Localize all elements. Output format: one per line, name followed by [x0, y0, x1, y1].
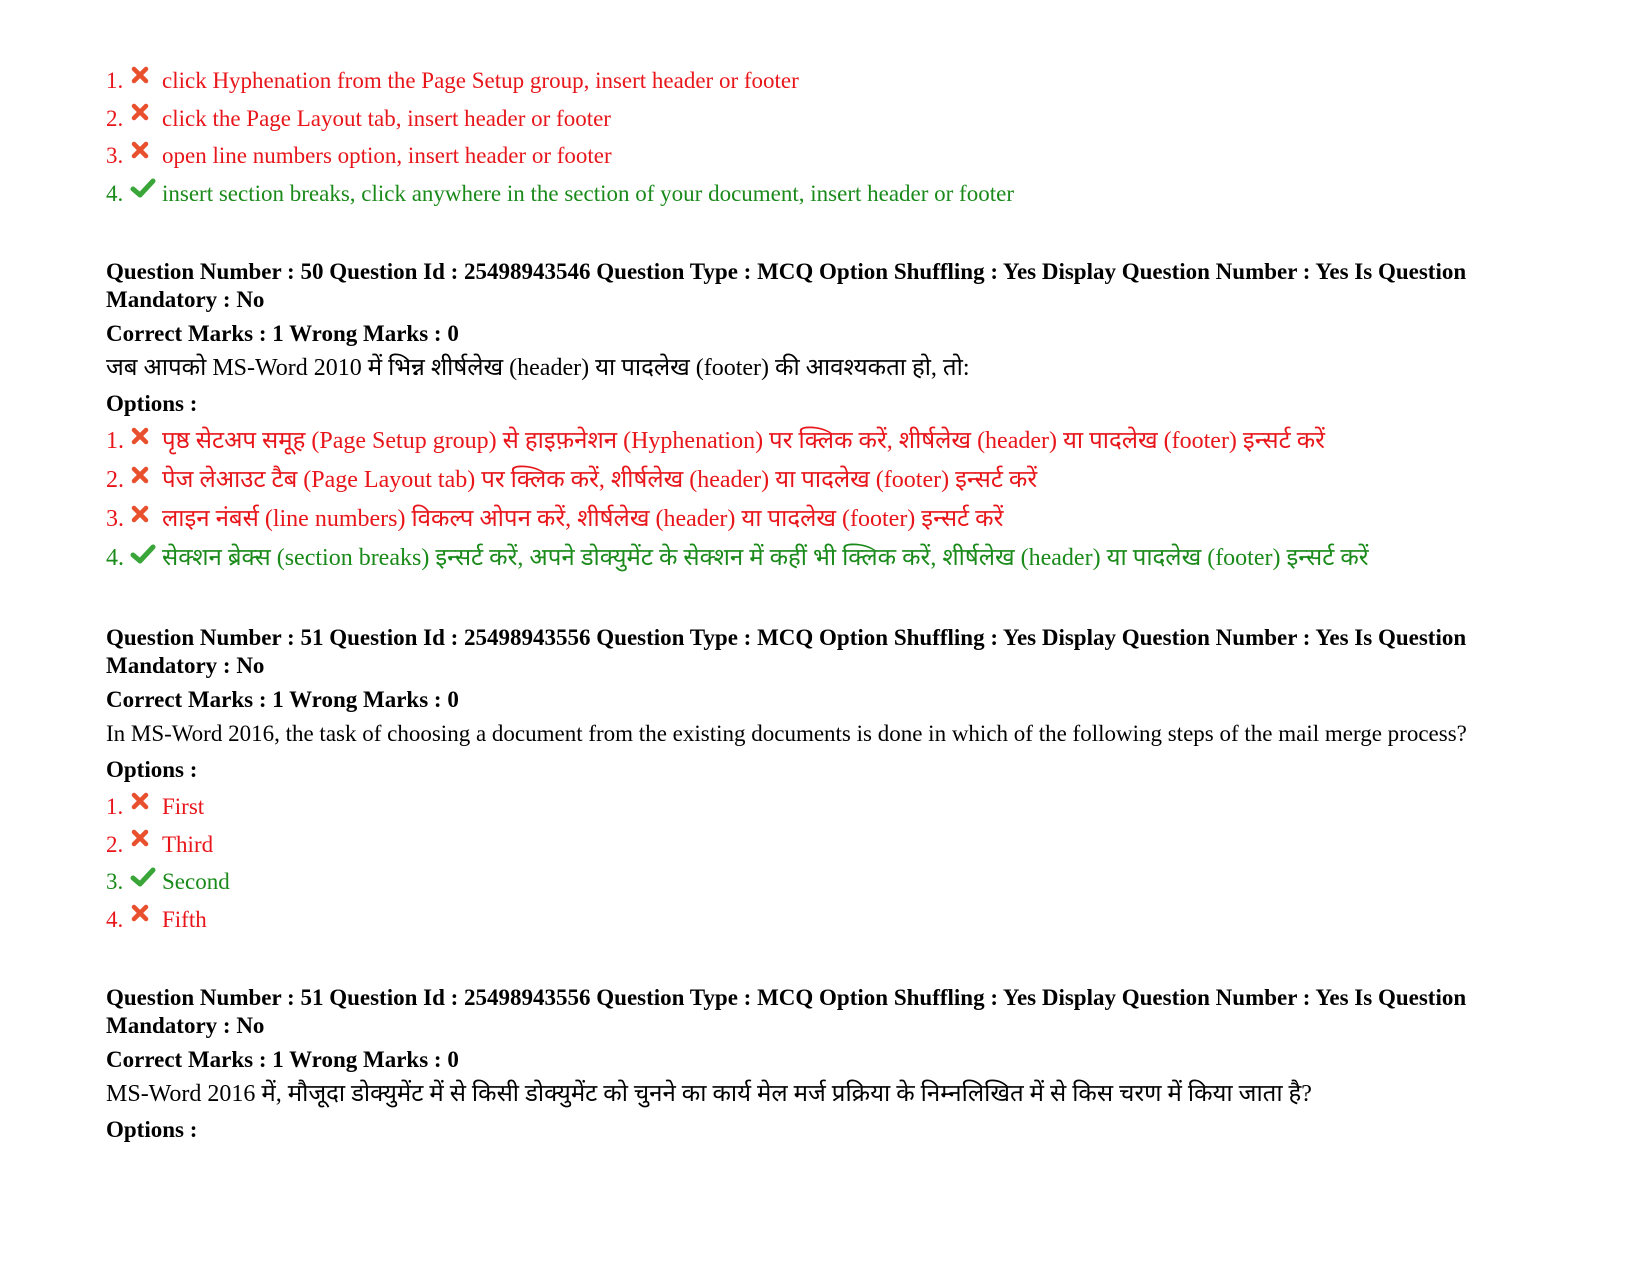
question-marks: Correct Marks : 1 Wrong Marks : 0 — [106, 321, 459, 346]
option-row — [106, 62, 1526, 100]
cross-icon — [130, 140, 162, 164]
option-row — [106, 137, 1526, 175]
option-number: 4. — [106, 545, 124, 571]
option-text: click Hyphenation from the Page Setup group, insert header or footer — [162, 68, 799, 93]
previous-options-list — [106, 62, 1526, 212]
question-meta: Question Number : 50 Question Id : 25498943546 Question Type : MCQ Option Shuffling : Yes Display Question Number : Yes Is Question Mandatory : No — [106, 259, 1467, 312]
option-row — [106, 826, 1526, 864]
option-row — [106, 500, 1526, 539]
check-icon — [130, 543, 162, 567]
option-row — [106, 175, 1526, 213]
options-label: Options : — [106, 757, 198, 782]
option-text: पृष्ठ सेटअप समूह (Page Setup group) से हाइफ़नेशन (Hyphenation) पर क्लिक करें, शीर्षलेख (header) या पादलेख (footer) इन्सर्ट करें — [162, 428, 1326, 454]
option-text: open line numbers option, insert header or footer — [162, 143, 612, 168]
question-block — [106, 624, 1526, 938]
question-marks: Correct Marks : 1 Wrong Marks : 0 — [106, 1047, 459, 1072]
cross-icon — [130, 65, 162, 89]
option-text: सेक्शन ब्रेक्स (section breaks) इन्सर्ट करें, अपने डोक्युमेंट के सेक्शन में कहीं भी क्लिक करें, शीर्षलेख (header) या पादलेख (footer) इन्सर्ट करें — [162, 545, 1369, 571]
option-row — [106, 863, 1526, 901]
option-number: 3. — [106, 869, 124, 894]
option-row — [106, 100, 1526, 138]
option-row — [106, 422, 1526, 461]
question-text: In MS-Word 2016, the task of choosing a document from the existing documents is done in which of the following steps of the mail merge process? — [106, 721, 1467, 746]
option-row — [106, 788, 1526, 826]
option-text: insert section breaks, click anywhere in the section of your document, insert header or footer — [162, 180, 1014, 206]
option-text: Second — [162, 869, 230, 894]
option-text: पेज लेआउट टैब (Page Layout tab) पर क्लिक करें, शीर्षलेख (header) या पादलेख (footer) इन्सर्ट करें — [162, 467, 1038, 493]
option-text: First — [162, 794, 205, 819]
option-number: 2. — [106, 467, 124, 493]
question-text: जब आपको MS-Word 2010 में भिन्न शीर्षलेख (header) या पादलेख (footer) की आवश्यकता हो, तो: — [106, 355, 970, 381]
option-number: 2. — [106, 831, 124, 857]
option-number: 4. — [106, 180, 124, 206]
question-marks: Correct Marks : 1 Wrong Marks : 0 — [106, 687, 459, 712]
option-number: 1. — [106, 428, 124, 454]
question-block — [106, 984, 1526, 1144]
cross-icon — [130, 426, 162, 450]
question-meta: Question Number : 51 Question Id : 25498943556 Question Type : MCQ Option Shuffling : Yes Display Question Number : Yes Is Question Mandatory : No — [106, 625, 1467, 678]
cross-icon — [130, 828, 162, 852]
option-number: 1. — [106, 794, 124, 819]
option-row — [106, 901, 1526, 939]
document-page — [106, 62, 1526, 1148]
option-text: Fifth — [162, 906, 207, 932]
options-label: Options : — [106, 391, 198, 416]
cross-icon — [130, 791, 162, 815]
options-label: Options : — [106, 1117, 198, 1142]
option-number: 4. — [106, 906, 124, 932]
option-number: 3. — [106, 506, 124, 532]
option-row — [106, 461, 1526, 500]
cross-icon — [130, 903, 162, 927]
cross-icon — [130, 465, 162, 489]
question-block — [106, 258, 1526, 578]
option-number: 2. — [106, 105, 124, 131]
option-number: 1. — [106, 68, 124, 93]
cross-icon — [130, 102, 162, 126]
question-meta: Question Number : 51 Question Id : 25498943556 Question Type : MCQ Option Shuffling : Yes Display Question Number : Yes Is Question Mandatory : No — [106, 985, 1467, 1038]
option-text: click the Page Layout tab, insert header or footer — [162, 105, 611, 131]
option-row — [106, 539, 1526, 578]
check-icon — [130, 866, 162, 890]
cross-icon — [130, 504, 162, 528]
check-icon — [130, 177, 162, 201]
question-text: MS-Word 2016 में, मौजूदा डोक्युमेंट में से किसी डोक्युमेंट को चुनने का कार्य मेल मर्ज प्रक्रिया के निम्नलिखित में से किस चरण में किया जाता है? — [106, 1081, 1312, 1107]
option-number: 3. — [106, 143, 124, 168]
option-text: Third — [162, 831, 214, 857]
option-text: लाइन नंबर्स (line numbers) विकल्प ओपन करें, शीर्षलेख (header) या पादलेख (footer) इन्सर्ट करें — [162, 506, 1004, 532]
